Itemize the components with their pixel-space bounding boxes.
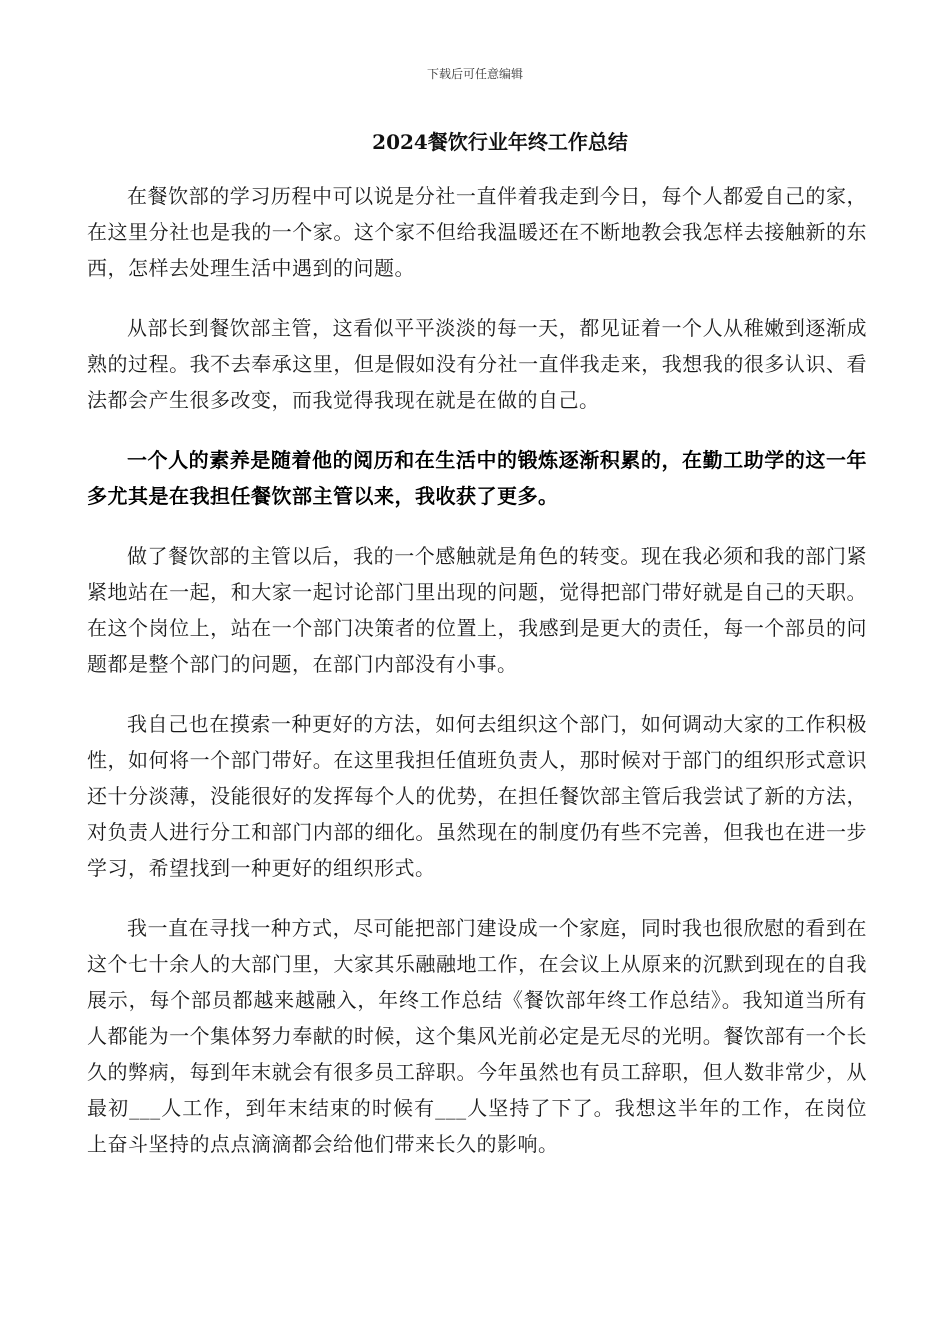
document-title: 2024餐饮行业年终工作总结 (372, 130, 628, 154)
paragraph-2: 从部长到餐饮部主管，这看似平平淡淡的每一天，都见证着一个人从稚嫩到逐渐成熟的过程。我不去奉承这里，但是假如没有分社一直伴我走来，我想我的很多认识、看法都会产生很多改变，而我觉得我现在就是在做的自己。 (87, 316, 867, 412)
document-body (87, 178, 867, 1186)
paragraph-5: 我自己也在摸索一种更好的方法，如何去组织这个部门，如何调动大家的工作积极性，如何将一个部门带好。在这里我担任值班负责人，那时候对于部门的组织形式意识还十分淡薄，没能很好的发挥每个人的优势，在担任餐饮部主管后我尝试了新的方法，对负责人进行分工和部门内部的细化。虽然现在的制度仍有些不完善，但我也在进一步学习，希望找到一种更好的组织形式。 (87, 712, 867, 880)
paragraph-6: 我一直在寻找一种方式，尽可能把部门建设成一个家庭，同时我也很欣慰的看到在这个七十余人的大部门里，大家其乐融融地工作，在会议上从原来的沉默到现在的自我展示，每个部员都越来越融入，年终工作总结《餐饮部年终工作总结》。我知道当所有人都能为一个集体努力奉献的时候，这个集风光前必定是无尽的光明。餐饮部有一个长久的弊病，每到年末就会有很多员工辞职。今年虽然也有员工辞职，但人数非常少，从最初___人工作，到年末结束的时候有___人坚持了下了。我想这半年的工作，在岗位上奋斗坚持的点点滴滴都会给他们带来长久的影响。 (87, 916, 867, 1156)
paragraph-1: 在餐饮部的学习历程中可以说是分社一直伴着我走到今日，每个人都爱自己的家，在这里分社也是我的一个家。这个家不但给我温暖还在不断地教会我怎样去接触新的东西，怎样去处理生活中遇到的问题。 (87, 184, 867, 280)
header-note: 下载后可任意编辑 (426, 67, 523, 81)
paragraph-4: 做了餐饮部的主管以后，我的一个感触就是角色的转变。现在我必须和我的部门紧紧地站在一起，和大家一起讨论部门里出现的问题，觉得把部门带好就是自己的天职。在这个岗位上，站在一个部门决策者的位置上，我感到是更大的责任，每一个部员的问题都是整个部门的问题，在部门内部没有小事。 (87, 544, 867, 676)
paragraph-3-bold: 一个人的素养是随着他的阅历和在生活中的锻炼逐渐积累的，在勤工助学的这一年多尤其是在我担任餐饮部主管以来，我收获了更多。 (87, 448, 867, 508)
